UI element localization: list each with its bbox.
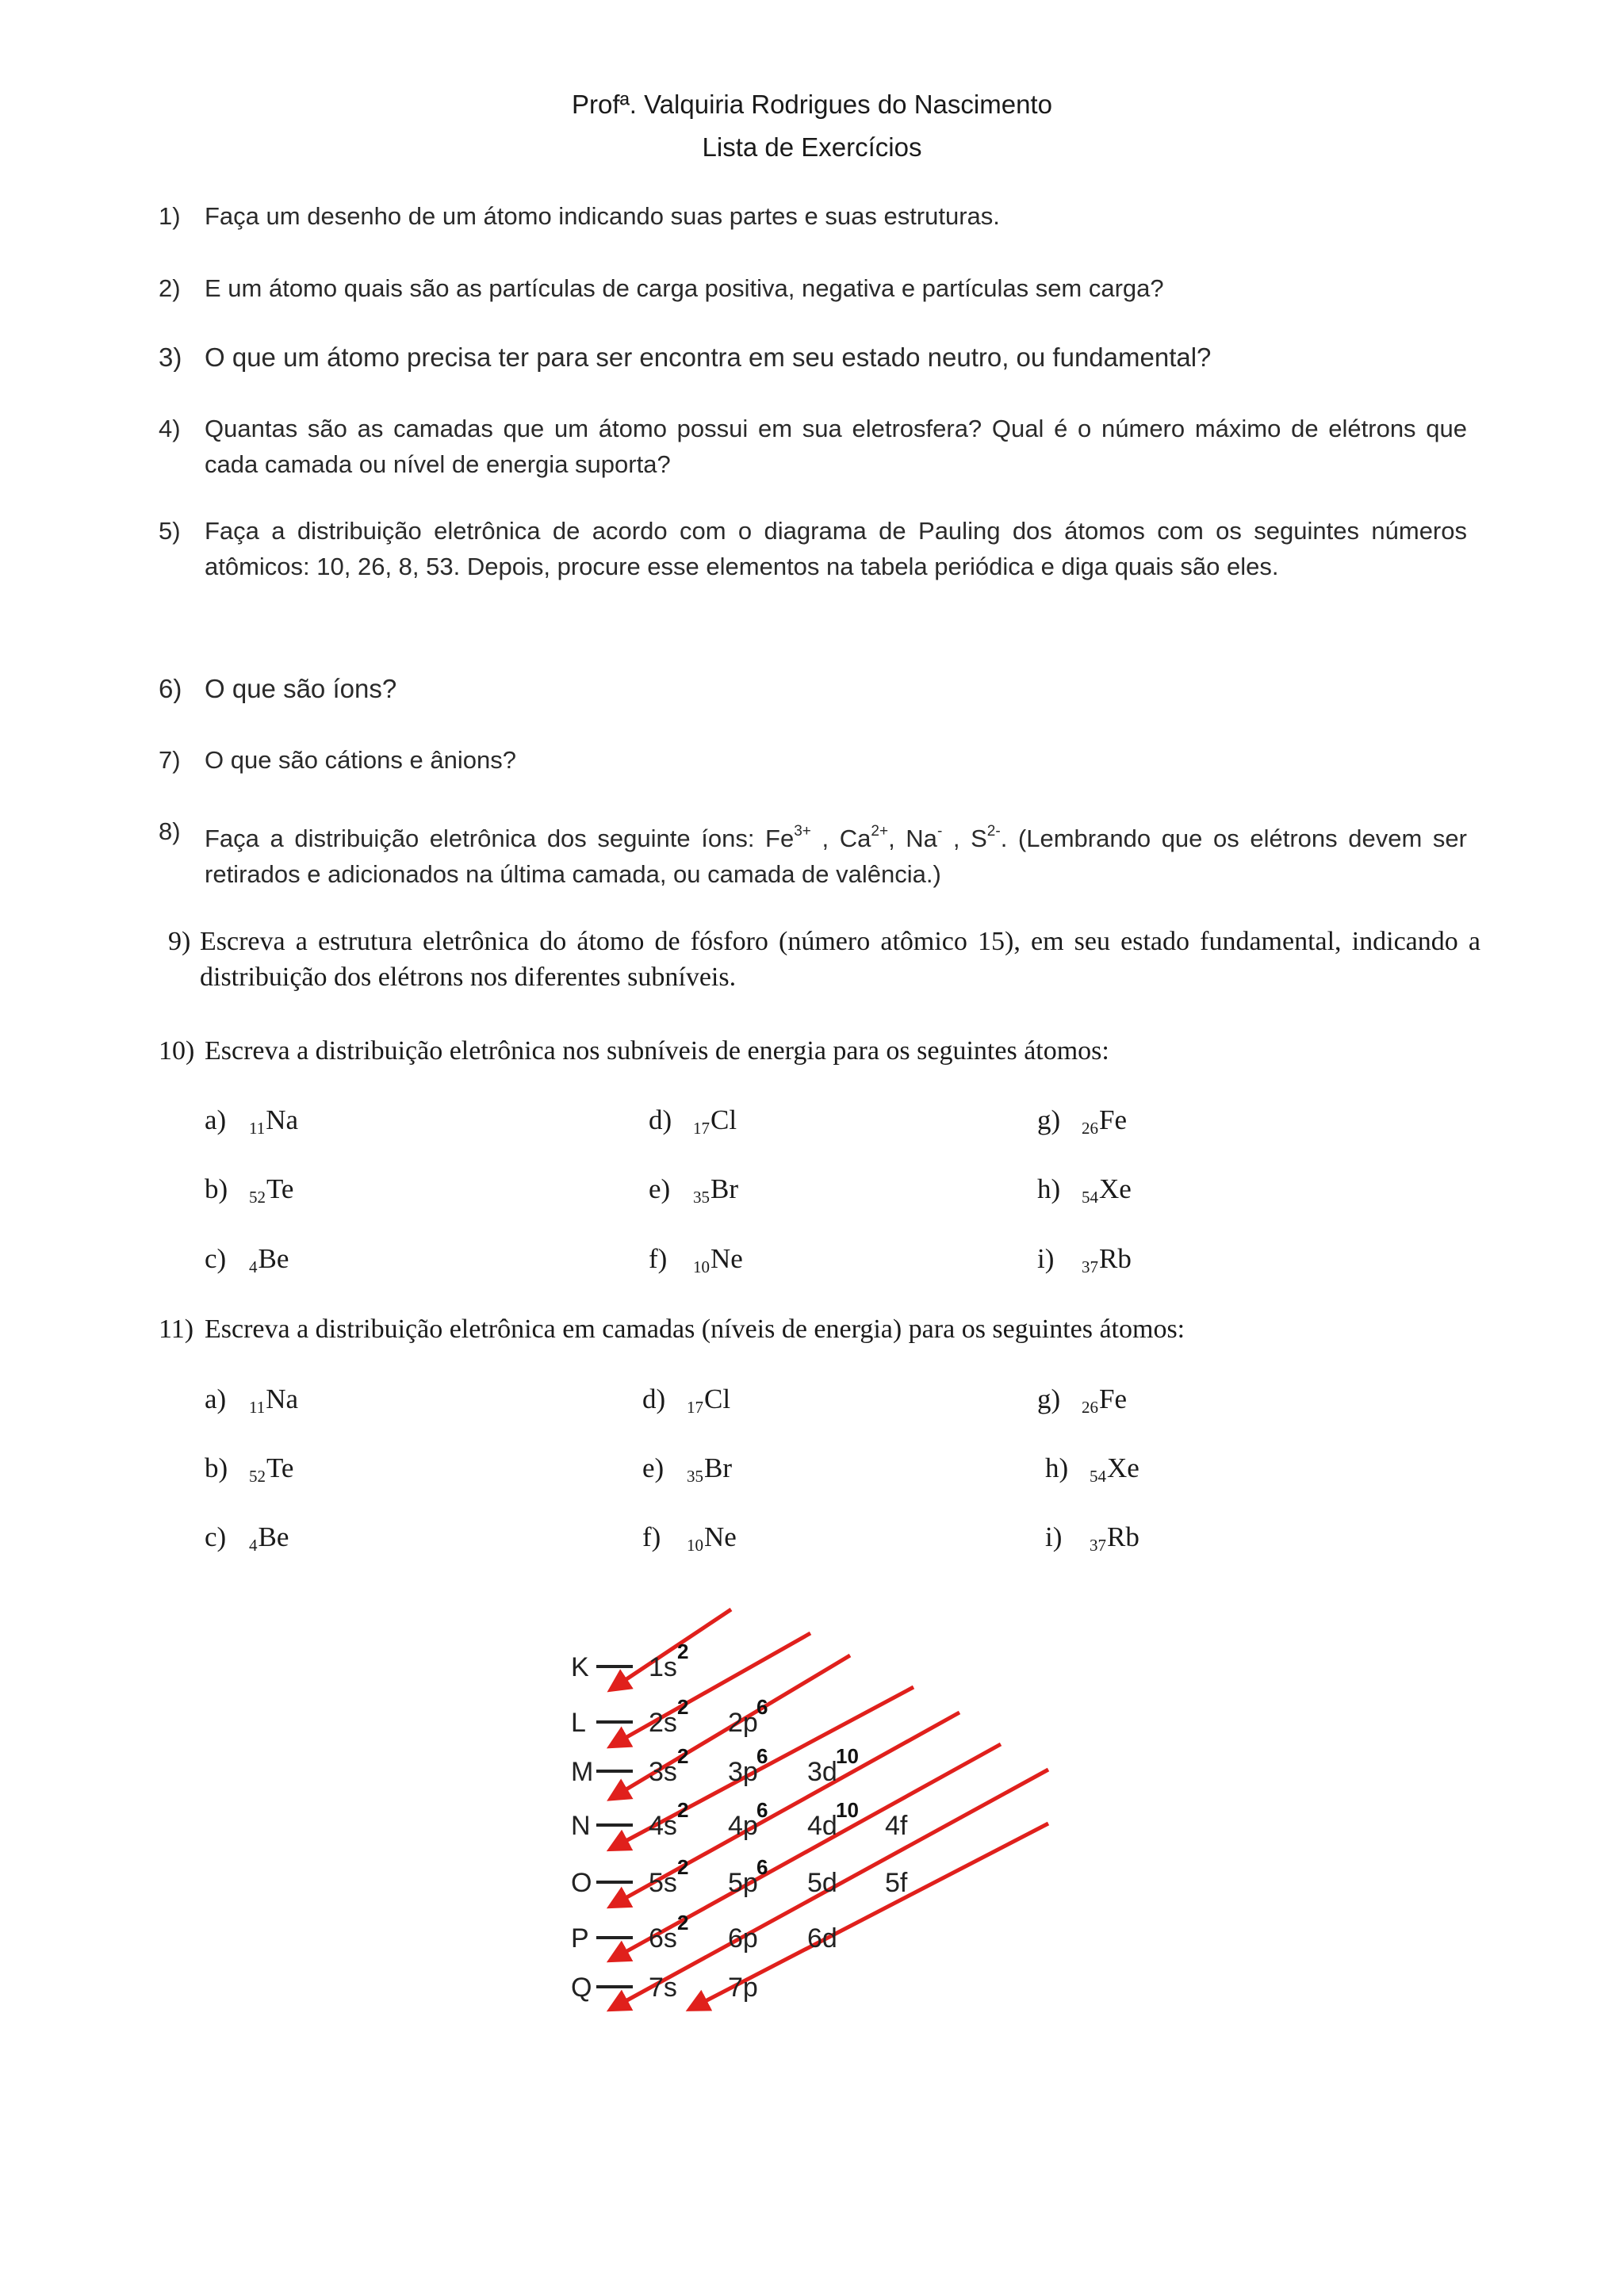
sublevel-7p: 7p <box>728 1973 758 2003</box>
sublevel-3s: 3s <box>649 1757 677 1787</box>
capacity-2s: 2 <box>677 1695 689 1719</box>
question-number: 8) <box>159 817 181 845</box>
sublevel-5s: 5s <box>649 1868 677 1898</box>
diagonal-arrow <box>617 1633 810 1743</box>
capacity-4d: 10 <box>836 1798 859 1822</box>
ion-na: Na- , <box>906 823 971 852</box>
question-10 <box>159 1033 1467 1069</box>
sublevel-6d: 6d <box>807 1923 837 1954</box>
question-number: 7) <box>159 746 181 774</box>
shell-label: K <box>571 1652 589 1682</box>
shell-label: N <box>571 1811 591 1841</box>
question-text: Faça a distribuição eletrônica dos seguinte íons: $Fe^{3+}$ , $Ca^{2+}$, Na- , $S^{2-}$. (Lembrando que os elétrons devem ser retirados e adicionados na última camada, ou camada de valência.) <box>205 823 1467 888</box>
question-number: 11) <box>159 1314 194 1344</box>
capacity-6s: 2 <box>677 1911 689 1934</box>
option-d: d) $_{17}$Cl <box>649 1104 737 1138</box>
sublevel-1s: 1s <box>649 1652 677 1682</box>
question-number: 4) <box>159 415 181 442</box>
question-7 <box>159 742 1467 778</box>
question-number: 2) <box>159 274 181 302</box>
question-text: Escreva a estrutura eletrônica do átomo de fósforo (número atômico 15), em seu estado fundamental, indicando a distribuição dos elétrons nos diferentes subníveis. <box>200 927 1480 992</box>
sublevel-4s: 4s <box>649 1811 677 1841</box>
shell-label: O <box>571 1868 592 1898</box>
question-text: O que são cátions e ânions? <box>205 746 516 774</box>
question-text: Faça a distribuição eletrônica de acordo com o diagrama de Pauling dos átomos com os seguintes números atômicos: 10, 26, 8, 53. Depois, procure esse elementos na tabela periódica e diga quais são eles. <box>205 517 1467 580</box>
sublevel-4d: 4d <box>807 1811 837 1841</box>
ion-fe: $Fe^{3+}$ , <box>765 823 840 852</box>
pauling-diagram <box>555 1594 1071 2053</box>
question-number: 10) <box>159 1036 195 1066</box>
question-2 <box>159 270 1467 306</box>
question-text: O que um átomo precisa ter para ser encontra em seu estado neutro, ou fundamental? <box>205 342 1212 372</box>
option-c: c) $_4$Be <box>205 1521 289 1555</box>
sublevel-7s: 7s <box>649 1973 677 2003</box>
question-text: E um átomo quais são as partículas de carga positiva, negativa e partículas sem carga? <box>205 274 1164 302</box>
question-number: 9) <box>168 927 191 956</box>
shell-label: P <box>571 1923 589 1954</box>
sublevel-4f: 4f <box>885 1811 908 1841</box>
option-d: d) $_{17}$Cl <box>642 1383 731 1417</box>
question-text: Faça um desenho de um átomo indicando suas partes e suas estruturas. <box>205 202 1000 230</box>
question-4 <box>159 411 1467 482</box>
question-3 <box>159 339 1467 375</box>
ion-ca: $Ca^{2+}$, <box>839 823 906 852</box>
capacity-1s: 2 <box>677 1640 689 1663</box>
question-text: Quantas são as camadas que um átomo possui em sua eletrosfera? Qual é o número máximo de elétrons que cada camada ou nível de energia suporta? <box>205 415 1467 478</box>
shell-label: L <box>571 1708 586 1738</box>
ion-s: $S^{2-}$ <box>971 823 1001 852</box>
question-number: 1) <box>159 202 181 230</box>
question-9 <box>168 924 1480 995</box>
option-f: f) $_{10}$Ne <box>642 1521 737 1555</box>
question-11 <box>159 1311 1467 1347</box>
question-number: 3) <box>159 342 182 372</box>
teacher-name: Profª. Valquiria Rodrigues do Nascimento <box>572 90 1052 119</box>
sublevel-2p: 2p <box>728 1708 758 1738</box>
question-number: 6) <box>159 674 182 703</box>
question-1 <box>159 198 1467 234</box>
sublevel-2s: 2s <box>649 1708 677 1738</box>
option-b: b) $_{52}$Te <box>205 1452 294 1486</box>
sublevel-6s: 6s <box>649 1923 677 1954</box>
question-5 <box>159 513 1467 584</box>
capacity-4p: 6 <box>756 1798 768 1822</box>
option-i: i) $_{37}$Rb <box>1037 1243 1132 1276</box>
option-f: f) $_{10}$Ne <box>649 1243 743 1276</box>
question-8 <box>159 813 1467 892</box>
question-text: O que são íons? <box>205 674 397 703</box>
option-h: h) $_{54}$Xe <box>1045 1452 1139 1486</box>
capacity-5p: 6 <box>756 1855 768 1879</box>
option-g: g) $_{26}$Fe <box>1037 1104 1127 1138</box>
capacity-3s: 2 <box>677 1744 689 1768</box>
option-g: g) $_{26}$Fe <box>1037 1383 1127 1417</box>
sublevel-3p: 3p <box>728 1757 758 1787</box>
option-c: c) $_4$Be <box>205 1243 289 1276</box>
capacity-2p: 6 <box>756 1695 768 1719</box>
option-i: i) $_{37}$Rb <box>1045 1521 1139 1555</box>
option-b: b) $_{52}$Te <box>205 1173 294 1207</box>
option-e: e) $_{35}$Br <box>642 1452 732 1486</box>
shell-label: M <box>571 1757 594 1787</box>
pauling-labels <box>571 1640 908 2003</box>
capacity-3d: 10 <box>836 1744 859 1768</box>
capacity-3p: 6 <box>756 1744 768 1768</box>
option-e: e) $_{35}$Br <box>649 1173 738 1207</box>
sublevel-5d: 5d <box>807 1868 837 1898</box>
question-text: Escreva a distribuição eletrônica em camadas (níveis de energia) para os seguintes átomos: <box>205 1314 1185 1344</box>
question-text: Escreva a distribuição eletrônica nos subníveis de energia para os seguintes átomos: <box>205 1036 1109 1066</box>
option-a: a) $_{11}$Na <box>205 1104 299 1138</box>
shell-label: Q <box>571 1973 592 2003</box>
sublevel-5p: 5p <box>728 1868 758 1898</box>
option-h: h) $_{54}$Xe <box>1037 1173 1132 1207</box>
sublevel-5f: 5f <box>885 1868 908 1898</box>
capacity-4s: 2 <box>677 1798 689 1822</box>
question-number: 5) <box>159 517 181 545</box>
document-header <box>0 83 1624 169</box>
sublevel-6p: 6p <box>728 1923 758 1954</box>
question-6 <box>159 671 1467 706</box>
option-a: a) $_{11}$Na <box>205 1383 299 1417</box>
sublevel-4p: 4p <box>728 1811 758 1841</box>
document-title: Lista de Exercícios <box>702 132 922 162</box>
capacity-5s: 2 <box>677 1855 689 1879</box>
sublevel-3d: 3d <box>807 1757 837 1787</box>
